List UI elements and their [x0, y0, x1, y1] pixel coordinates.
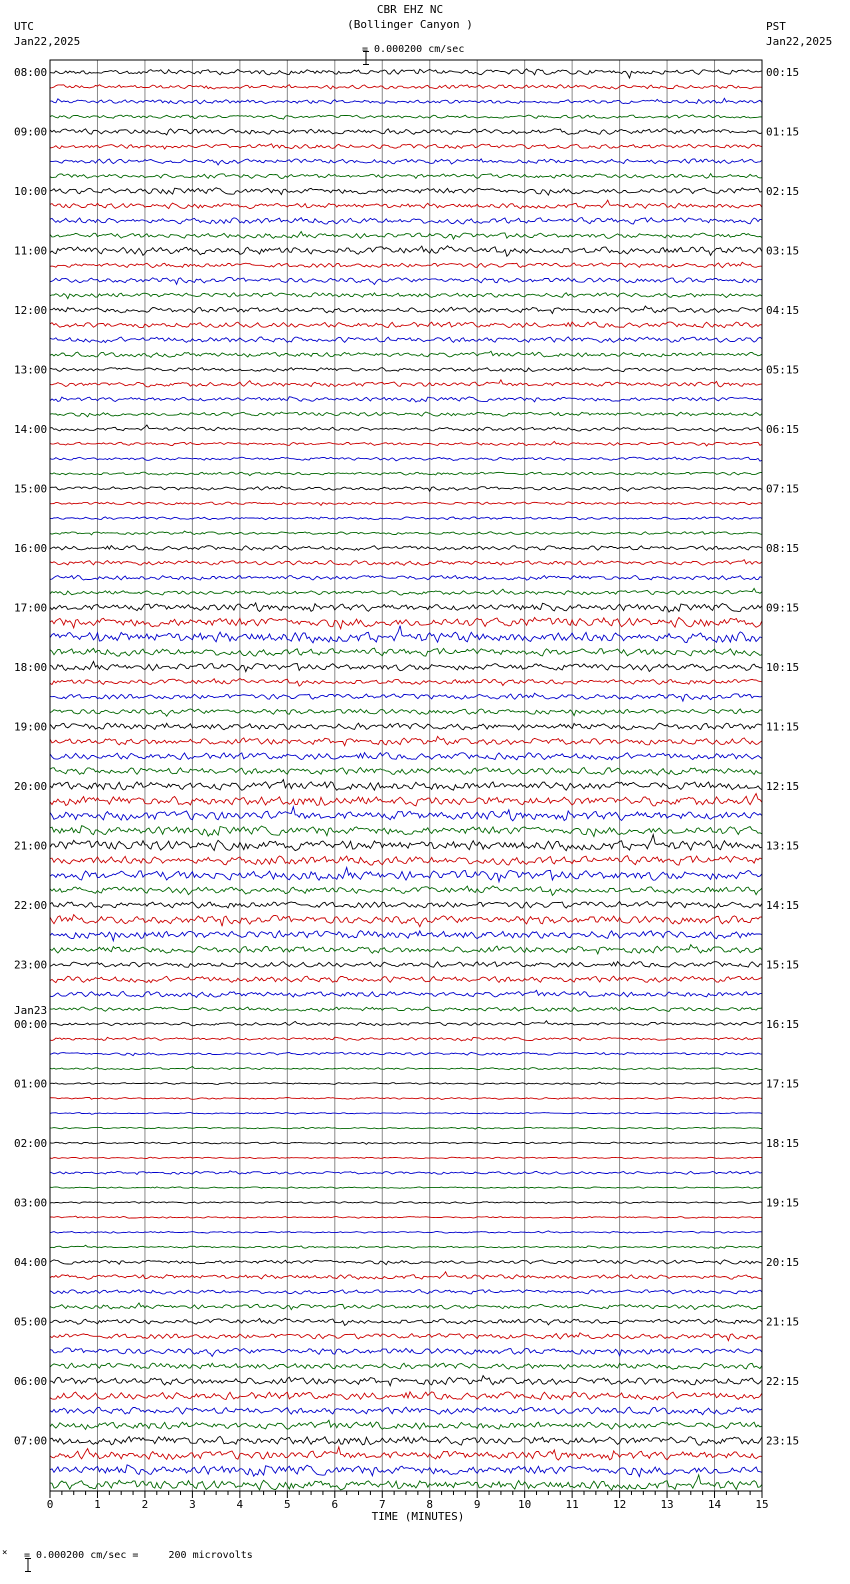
- trace-line: [50, 1037, 762, 1041]
- date-change-label: Jan23: [14, 1004, 48, 1017]
- utc-hour-label: 02:00: [14, 1137, 48, 1150]
- utc-hour-label: 12:00: [14, 304, 48, 317]
- trace-line: [50, 1407, 762, 1415]
- utc-hour-label: 11:00: [14, 244, 48, 258]
- trace-line: [50, 1171, 762, 1175]
- trace-line: [50, 531, 762, 535]
- trace-line: [50, 546, 762, 551]
- trace-line: [50, 1245, 762, 1248]
- trace-line: [50, 868, 762, 882]
- trace-line: [50, 1113, 762, 1115]
- pst-hour-label: 13:15: [766, 839, 800, 853]
- x-tick-label: 13: [660, 1498, 674, 1511]
- trace-line: [50, 962, 762, 968]
- trace-line: [50, 486, 762, 491]
- trace-line: [50, 1066, 762, 1069]
- trace-line: [50, 1021, 762, 1026]
- utc-hour-label: 21:00: [14, 839, 48, 853]
- trace-line: [50, 648, 762, 656]
- trace-line: [50, 736, 762, 745]
- trace-line: [50, 1231, 762, 1233]
- utc-hour-label: 18:00: [14, 661, 48, 674]
- pst-hour-label: 11:15: [766, 720, 800, 734]
- trace-line: [50, 1157, 762, 1158]
- trace-line: [50, 174, 762, 179]
- utc-hour-label: 20:00: [14, 780, 48, 793]
- trace-line: [50, 1475, 762, 1490]
- trace-line: [50, 1202, 762, 1204]
- trace-line: [50, 768, 762, 776]
- utc-hour-label: 22:00: [14, 899, 48, 912]
- trace-line: [50, 618, 762, 629]
- scale-text: = 0.000200 cm/sec: [362, 44, 465, 55]
- seismic-traces: [50, 69, 762, 1490]
- pst-hour-label: 02:15: [766, 185, 800, 198]
- trace-line: [50, 723, 762, 730]
- trace-line: [50, 902, 762, 909]
- trace-line: [50, 1465, 762, 1477]
- utc-hour-label: 23:00: [14, 958, 48, 972]
- trace-line: [50, 144, 762, 149]
- trace-line: [50, 1303, 762, 1310]
- utc-hour-label: 00:00: [14, 1018, 48, 1031]
- trace-line: [50, 322, 762, 328]
- trace-line: [50, 931, 762, 941]
- trace-line: [50, 1097, 762, 1099]
- footer-scale-bar-icon: [12, 1545, 18, 1559]
- pst-hour-label: 15:15: [766, 958, 800, 972]
- footer-marker-icon: ×: [2, 1548, 8, 1558]
- trace-line: [50, 115, 762, 119]
- utc-zone-label: UTC: [14, 20, 34, 33]
- trace-line: [50, 886, 762, 896]
- utc-hour-label: 15:00: [14, 482, 48, 496]
- trace-line: [50, 990, 762, 997]
- x-tick-label: 4: [236, 1498, 244, 1511]
- pst-hour-label: 14:15: [766, 899, 800, 912]
- pst-hour-label: 12:15: [766, 780, 800, 793]
- trace-line: [50, 129, 762, 135]
- trace-line: [50, 188, 762, 195]
- trace-line: [50, 661, 762, 671]
- pst-hour-label: 16:15: [766, 1018, 800, 1031]
- utc-hour-label: 06:00: [14, 1375, 48, 1388]
- trace-line: [50, 472, 762, 475]
- x-tick-label: 12: [612, 1498, 627, 1511]
- utc-hour-label: 13:00: [14, 363, 48, 377]
- x-tick-label: 10: [518, 1498, 532, 1511]
- pst-hour-label: 23:15: [766, 1434, 800, 1448]
- trace-line: [50, 1447, 762, 1460]
- trace-line: [50, 835, 762, 851]
- trace-line: [50, 915, 762, 927]
- trace-line: [50, 807, 762, 821]
- trace-line: [50, 976, 762, 982]
- trace-line: [50, 1436, 762, 1445]
- trace-line: [50, 575, 762, 580]
- trace-line: [50, 678, 762, 686]
- x-tick-label: 14: [707, 1498, 722, 1511]
- trace-line: [50, 1392, 762, 1400]
- utc-hour-label: 03:00: [14, 1196, 48, 1210]
- trace-line: [50, 1363, 762, 1369]
- trace-line: [50, 1007, 762, 1011]
- x-tick-label: 8: [426, 1498, 434, 1511]
- trace-line: [50, 1216, 762, 1218]
- utc-hour-label: 17:00: [14, 601, 48, 615]
- trace-line: [50, 380, 762, 387]
- trace-line: [50, 457, 762, 461]
- x-axis: [47, 1491, 769, 1511]
- utc-hour-label: 09:00: [14, 125, 48, 139]
- trace-line: [50, 709, 762, 716]
- trace-line: [50, 1260, 762, 1265]
- trace-line: [50, 425, 762, 431]
- pst-hour-label: 21:15: [766, 1315, 800, 1329]
- trace-line: [50, 98, 762, 104]
- trace-line: [50, 397, 762, 402]
- trace-line: [50, 1272, 762, 1280]
- trace-line: [50, 780, 762, 791]
- pst-hour-label: 17:15: [766, 1077, 800, 1091]
- utc-hour-label: 14:00: [14, 423, 48, 436]
- x-tick-label: 9: [473, 1498, 481, 1511]
- trace-line: [50, 1142, 762, 1144]
- trace-line: [50, 1348, 762, 1356]
- trace-line: [50, 1187, 762, 1188]
- pst-hour-label: 19:15: [766, 1196, 800, 1210]
- x-tick-label: 7: [378, 1498, 386, 1511]
- trace-line: [50, 246, 762, 256]
- footer-scale-text: = 0.000200 cm/sec = 200 microvolts: [24, 1550, 253, 1561]
- utc-hour-label: 10:00: [14, 185, 48, 198]
- trace-line: [50, 351, 762, 357]
- trace-line: [50, 293, 762, 299]
- trace-line: [50, 262, 762, 267]
- trace-line: [50, 337, 762, 343]
- trace-line: [50, 603, 762, 612]
- pst-date-label: Jan22,2025: [766, 35, 833, 48]
- trace-line: [50, 588, 762, 595]
- x-tick-label: 2: [141, 1498, 149, 1511]
- trace-line: [50, 368, 762, 372]
- trace-line: [50, 69, 762, 78]
- utc-hour-label: 08:00: [14, 66, 48, 79]
- trace-line: [50, 306, 762, 314]
- utc-date-label: Jan22,2025: [14, 35, 81, 48]
- pst-hour-label: 18:15: [766, 1137, 800, 1150]
- pst-hour-label: 06:15: [766, 423, 800, 436]
- trace-line: [50, 517, 762, 520]
- utc-hour-label: 19:00: [14, 720, 48, 734]
- trace-line: [50, 412, 762, 417]
- utc-hour-label: 04:00: [14, 1256, 48, 1269]
- x-tick-label: 6: [331, 1498, 339, 1511]
- pst-hour-label: 01:15: [766, 125, 800, 139]
- trace-line: [50, 1127, 762, 1129]
- trace-line: [50, 218, 762, 225]
- x-tick-label: 1: [94, 1498, 101, 1511]
- pst-hour-label: 04:15: [766, 304, 800, 317]
- trace-line: [50, 826, 762, 837]
- pst-zone-label: PST: [766, 20, 786, 33]
- trace-line: [50, 1333, 762, 1341]
- trace-line: [50, 945, 762, 954]
- trace-line: [50, 693, 762, 701]
- pst-hour-label: 10:15: [766, 661, 800, 674]
- x-tick-label: 5: [284, 1498, 291, 1511]
- trace-line: [50, 232, 762, 240]
- x-tick-label: 3: [189, 1498, 196, 1511]
- pst-hour-label: 20:15: [766, 1256, 800, 1269]
- trace-line: [50, 159, 762, 165]
- trace-line: [50, 1420, 762, 1429]
- pst-hour-label: 03:15: [766, 244, 800, 258]
- utc-hour-label: 07:00: [14, 1434, 48, 1448]
- trace-line: [50, 626, 762, 643]
- trace-line: [50, 560, 762, 566]
- trace-line: [50, 1376, 762, 1386]
- pst-hour-label: 07:15: [766, 482, 800, 496]
- utc-hour-label: 16:00: [14, 542, 48, 555]
- trace-line: [50, 278, 762, 285]
- site-title: (Bollinger Canyon ): [347, 18, 473, 31]
- trace-line: [50, 502, 762, 505]
- x-tick-label: 15: [755, 1498, 769, 1511]
- trace-line: [50, 1290, 762, 1294]
- x-tick-label: 0: [46, 1498, 54, 1511]
- trace-line: [50, 85, 762, 89]
- trace-line: [50, 441, 762, 446]
- station-title: CBR EHZ NC: [376, 3, 444, 16]
- pst-hour-label: 09:15: [766, 601, 800, 615]
- trace-line: [50, 753, 762, 760]
- trace-line: [50, 794, 762, 806]
- x-tick-label: 11: [565, 1498, 579, 1511]
- pst-hour-label: 05:15: [766, 363, 800, 377]
- hour-labels: [14, 66, 799, 1448]
- trace-line: [50, 856, 762, 865]
- trace-line: [50, 1318, 762, 1325]
- pst-hour-label: 22:15: [766, 1375, 800, 1388]
- trace-line: [50, 1052, 762, 1055]
- trace-line: [50, 200, 762, 209]
- trace-line: [50, 1082, 762, 1085]
- utc-hour-label: 05:00: [14, 1315, 48, 1329]
- x-axis-title: TIME (MINUTES): [371, 1510, 465, 1523]
- pst-hour-label: 00:15: [766, 66, 800, 79]
- utc-hour-label: 01:00: [14, 1077, 48, 1091]
- pst-hour-label: 08:15: [766, 542, 800, 555]
